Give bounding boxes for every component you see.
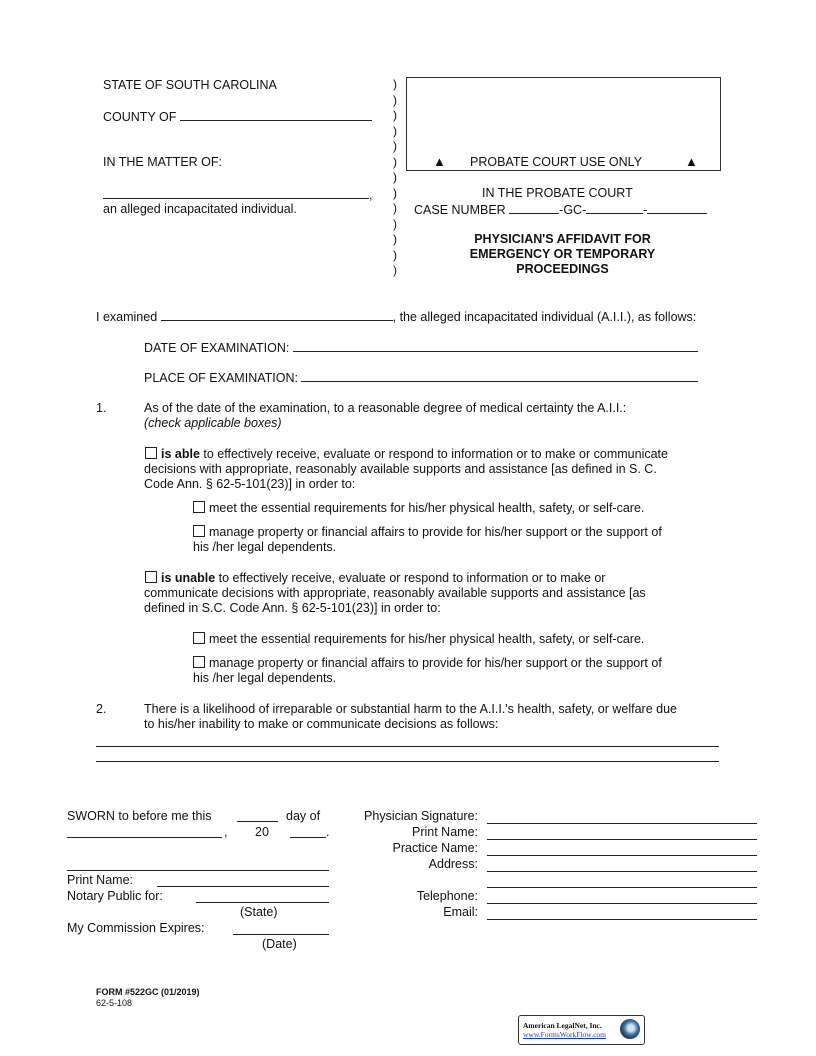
unable-text: to effectively receive, evaluate or respond to information or to make or — [215, 571, 606, 585]
exam-intro — [96, 309, 696, 325]
county-field[interactable] — [180, 109, 372, 121]
year-prefix: 20 — [255, 825, 269, 839]
case-dash: - — [643, 203, 648, 217]
statute-reference: 62-5-108 — [96, 998, 133, 1008]
address-field[interactable] — [487, 871, 757, 872]
unable-self-care-checkbox[interactable] — [193, 632, 205, 644]
exam-place-field[interactable] — [301, 370, 698, 382]
item1-text: As of the date of the examination, to a reasonable degree of medical certainty the A.I.I.: — [144, 401, 627, 415]
american-legalnet-logo[interactable] — [518, 1015, 645, 1045]
intro-suffix: , the alleged incapacitated individual (A.I.I.), as follows: — [392, 310, 697, 324]
sworn-day-field[interactable] — [237, 821, 278, 822]
state-label: STATE OF SOUTH CAROLINA — [103, 78, 277, 92]
unable-bold: is unable — [161, 571, 216, 585]
aii-name-row: , — [103, 187, 372, 203]
period: . — [326, 825, 330, 839]
is-unable-checkbox[interactable] — [145, 571, 157, 583]
case-number-label: CASE NUMBER — [414, 203, 506, 217]
unable-row — [145, 571, 605, 586]
email-label: Email: — [443, 905, 478, 919]
able-sub-b-row — [193, 525, 662, 540]
email-field[interactable] — [487, 919, 757, 920]
unable-sub-a-row — [193, 632, 644, 647]
able-bold: is able — [161, 447, 200, 461]
court-label: IN THE PROBATE COURT — [482, 186, 633, 200]
sworn-year-field[interactable] — [290, 837, 326, 838]
county-row — [103, 109, 372, 125]
case-number-row — [414, 202, 707, 218]
caption-divider: ) ) ) ) ) ) ) ) ) ) ) ) ) — [393, 77, 397, 277]
practice-name-field[interactable] — [487, 855, 757, 856]
unable-text: communicate decisions with appropriate, reasonably available supports and assistance [as — [144, 586, 646, 600]
notary-signature-line[interactable] — [67, 870, 329, 871]
telephone-field[interactable] — [487, 903, 757, 904]
title-line: EMERGENCY OR TEMPORARY — [469, 247, 656, 261]
able-self-care-checkbox[interactable] — [193, 501, 205, 513]
is-able-checkbox[interactable] — [145, 447, 157, 459]
logo-url[interactable]: www.FormsWorkFlow.com — [523, 1030, 607, 1039]
comma: , — [224, 825, 228, 839]
unable-text: defined in S.C. Code Ann. § 62-5-101(23)] in order to: — [144, 601, 441, 615]
commission-date-field[interactable] — [233, 934, 329, 935]
logo-name: American LegalNet, Inc. — [523, 1021, 602, 1030]
place-label: PLACE OF EXAMINATION: — [144, 371, 298, 385]
address-label: Address: — [428, 857, 478, 871]
form-number: FORM #522GC (01/2019) — [96, 987, 200, 997]
county-label: COUNTY OF — [103, 110, 177, 124]
unable-sub-b-row — [193, 656, 662, 671]
case-year-field[interactable] — [509, 202, 559, 214]
address-field-2[interactable] — [487, 887, 757, 888]
able-property-checkbox[interactable] — [193, 525, 205, 537]
exam-date-row — [144, 340, 698, 356]
state-caption: (State) — [240, 905, 278, 919]
globe-icon — [620, 1019, 640, 1039]
item1-number: 1. — [96, 401, 107, 415]
exam-place-row — [144, 370, 698, 386]
able-sub-a-row — [193, 501, 644, 516]
examined-name-field[interactable] — [161, 309, 393, 321]
able-text: Code Ann. § 62-5-101(23)] in order to: — [144, 477, 356, 491]
form-title — [406, 232, 719, 277]
practice-name-label: Practice Name: — [392, 841, 478, 855]
aii-name-field[interactable] — [103, 187, 369, 199]
harm-description-line[interactable] — [96, 761, 719, 762]
aii-label: an alleged incapacitated individual. — [103, 202, 297, 216]
date-caption: (Date) — [262, 937, 297, 951]
sub-a-text: meet the essential requirements for his/her physical health, safety, or self-care. — [209, 632, 645, 646]
physician-signature-label: Physician Signature: — [364, 809, 478, 823]
matter-label: IN THE MATTER OF: — [103, 155, 222, 169]
sworn-month-field[interactable] — [67, 837, 222, 838]
item2-text: There is a likelihood of irreparable or substantial harm to the A.I.I.'s health, safety, or welfare due — [144, 702, 677, 716]
harm-description-line[interactable] — [96, 746, 719, 747]
notary-print-name-field[interactable] — [157, 886, 329, 887]
item1-hint: (check applicable boxes) — [144, 416, 282, 430]
commission-label: My Commission Expires: — [67, 921, 205, 935]
sub-b-text: his /her legal dependents. — [193, 540, 337, 554]
notary-print-name-label: Print Name: — [67, 873, 133, 887]
intro-prefix: I examined — [96, 310, 158, 324]
case-gc: -GC- — [559, 203, 587, 217]
title-line: PHYSICIAN'S AFFIDAVIT FOR — [474, 232, 651, 246]
case-suffix-field[interactable] — [647, 202, 707, 214]
able-text: to effectively receive, evaluate or respond to information or to make or communicate — [199, 447, 668, 461]
physician-signature-field[interactable] — [487, 823, 757, 824]
physician-print-name-label: Print Name: — [412, 825, 478, 839]
sworn-label: SWORN to before me this — [67, 809, 212, 823]
unable-property-checkbox[interactable] — [193, 656, 205, 668]
sub-b-text: his /her legal dependents. — [193, 671, 337, 685]
triangle-up-icon: ▲ — [685, 154, 698, 169]
triangle-up-icon: ▲ — [433, 154, 446, 169]
title-line: PROCEEDINGS — [516, 262, 609, 276]
able-row — [145, 447, 668, 462]
sub-a-text: meet the essential requirements for his/her physical health, safety, or self-care. — [209, 501, 645, 515]
sub-b-text: manage property or financial affairs to provide for his/her support or the support of — [209, 656, 662, 670]
telephone-label: Telephone: — [416, 889, 478, 903]
exam-date-field[interactable] — [293, 340, 698, 352]
date-label: DATE OF EXAMINATION: — [144, 341, 290, 355]
case-num-field[interactable] — [586, 202, 643, 214]
sub-b-text: manage property or financial affairs to provide for his/her support or the support of — [209, 525, 662, 539]
notary-state-field[interactable] — [196, 902, 329, 903]
notary-for-label: Notary Public for: — [67, 889, 163, 903]
able-text: decisions with appropriate, reasonably available supports and assistance [as defined in S. C. — [144, 462, 657, 476]
physician-print-name-field[interactable] — [487, 839, 757, 840]
court-use-label: PROBATE COURT USE ONLY — [470, 155, 643, 169]
day-of-label: day of — [286, 809, 321, 823]
item2-text: to his/her inability to make or communicate decisions as follows: — [144, 717, 499, 731]
item2-number: 2. — [96, 702, 107, 716]
